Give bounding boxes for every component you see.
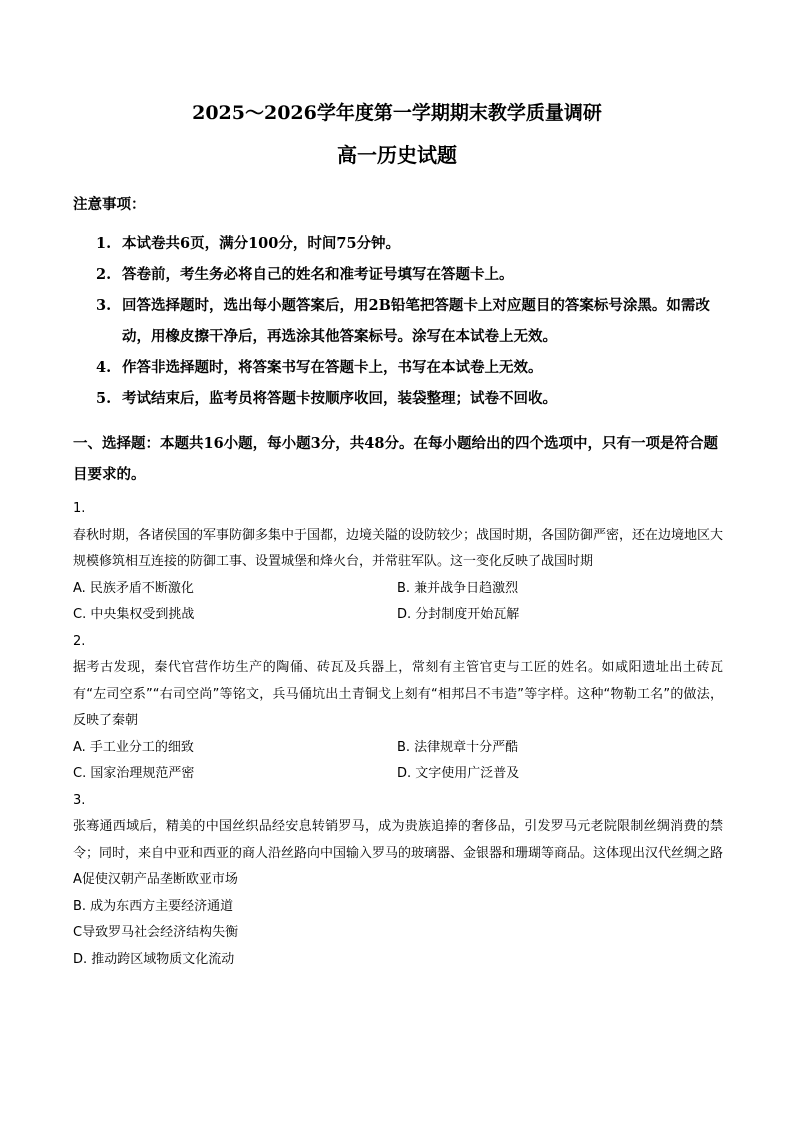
notice-item (96, 290, 736, 352)
question-3 (73, 788, 723, 974)
notice-item-text: 回答选择题时，选出每小题答案后，用2B铅笔把答题卡上对应题目的答案标号涂黑。如需改动，用橡皮擦干净后，再选涂其他答案标号。涂写在本试卷上无效。 (122, 297, 710, 345)
notice-list (96, 228, 736, 414)
notice-item-text: 答卷前，考生务必将自己的姓名和准考证号填写在答题卡上。 (122, 266, 514, 283)
option-list (73, 576, 723, 629)
exam-title: 2025～2026学年度第一学期期末教学质量调研 (192, 102, 602, 124)
option-a: A. 民族矛盾不断激化 (73, 580, 194, 596)
question-list (73, 496, 723, 973)
question-number: 2. (73, 633, 86, 649)
option-a: A. 手工业分工的细致 (73, 739, 194, 755)
exam-subtitle: 高一历史试题 (337, 143, 457, 167)
option-a: A促使汉朝产品垄断欧亚市场 (73, 872, 238, 887)
option-c: C. 国家治理规范严密 (73, 766, 195, 781)
option-d: D. 分封制度开始瓦解 (397, 607, 520, 622)
notice-heading: 注意事项： (73, 196, 146, 213)
question-number: 3. (73, 792, 86, 808)
notice-item-number: 4. (96, 359, 112, 376)
question-number: 1. (73, 501, 86, 516)
option-c: C. 中央集权受到挑战 (73, 607, 195, 622)
notice-item-text: 考试结束后，监考员将答题卡按顺序收回，装袋整理；试卷不回收。 (122, 390, 557, 407)
notice-item-number: 2. (96, 266, 112, 283)
question-1 (73, 496, 723, 629)
notice-item (96, 228, 736, 259)
section-heading: 一、选择题：本题共16小题，每小题3分，共48分。在每小题给出的四个选项中，只有一项是符合题目要求的。 (73, 435, 718, 483)
question-stem: 春秋时期，各诸侯国的军事防御多集中于国都，边境关隘的设防较少；战国时期，各国防御严密，还在边境地区大规模修筑相互连接的防御工事、设置城堡和烽火台，并常驻军队。这一变化反映了战国时期 (73, 527, 724, 569)
notice-item-number: 1. (96, 235, 112, 252)
option-b: B. 法律规章十分严酷 (397, 739, 519, 755)
question-stem: 据考古发现，秦代官营作坊生产的陶俑、砖瓦及兵器上，常刻有主管官吏与工匠的姓名。如咸阳遗址出土砖瓦有“左司空系”“右司空尚”等铭文，兵马俑坑出土青铜戈上刻有“相邦吕不韦造”等字样。这种“物勒工名”的做法，反映了秦朝 (73, 660, 723, 728)
notice-item-text: 本试卷共6页，满分100分，时间75分钟。 (122, 235, 401, 252)
option-b: B. 兼并战争日趋激烈 (397, 580, 519, 596)
option-d: D. 推动跨区域物质文化流动 (73, 951, 235, 967)
option-list (73, 735, 723, 788)
notice-item (96, 259, 736, 290)
notice-item (96, 352, 736, 383)
notice-item-number: 3. (96, 297, 112, 314)
notice-item (96, 383, 736, 414)
question-2 (73, 629, 723, 788)
notice-item-text: 作答非选择题时，将答案书写在答题卡上，书写在本试卷上无效。 (122, 359, 543, 376)
notice-item-number: 5. (96, 390, 112, 407)
option-b: B. 成为东西方主要经济通道 (73, 898, 234, 914)
option-c: C导致罗马社会经济结构失衡 (73, 925, 239, 940)
question-stem: 张骞通西域后，精美的中国丝织品经安息转销罗马，成为贵族追捧的奢侈品，引发罗马元老院限制丝绸消费的禁令；同时，来自中亚和西亚的商人沿丝路向中国输入罗马的玻璃器、金银器和珊瑚等商品。这体现出汉代丝绸之路 (73, 819, 724, 861)
option-d: D. 文字使用广泛普及 (397, 766, 520, 781)
